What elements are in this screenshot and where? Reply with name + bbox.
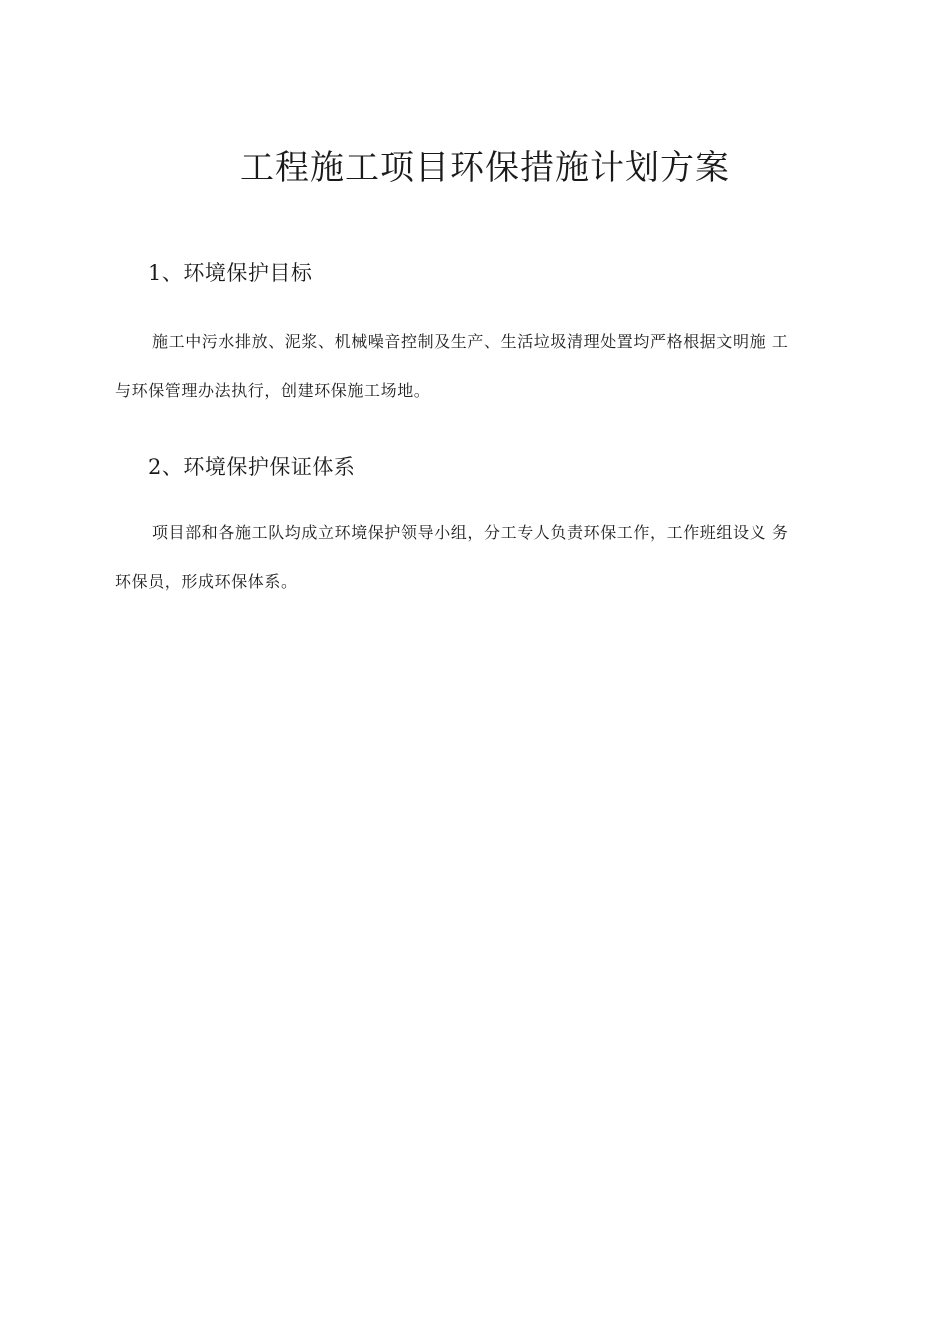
section-paragraph-environment-goal	[115, 331, 860, 402]
section-paragraph-assurance-system	[115, 522, 860, 593]
page-title: 工程施工项目环保措施计划方案	[240, 148, 730, 188]
paragraph-line: 项目部和各施工队均成立环境保护领导小组，分工专人负责环保工作，工作班组设义 务	[152, 523, 789, 542]
paragraph-line: 环保员，形成环保体系。	[115, 572, 298, 591]
section-heading-environment-goal: 1、环境保护目标	[148, 261, 313, 285]
section-heading-assurance-system: 2、环境保护保证体系	[148, 455, 356, 479]
paragraph-line: 施工中污水排放、泥浆、机械噪音控制及生产、生活垃圾清理处置均严格根据文明施 工	[152, 332, 789, 351]
paragraph-line: 与环保管理办法执行，创建环保施工场地。	[115, 381, 431, 400]
